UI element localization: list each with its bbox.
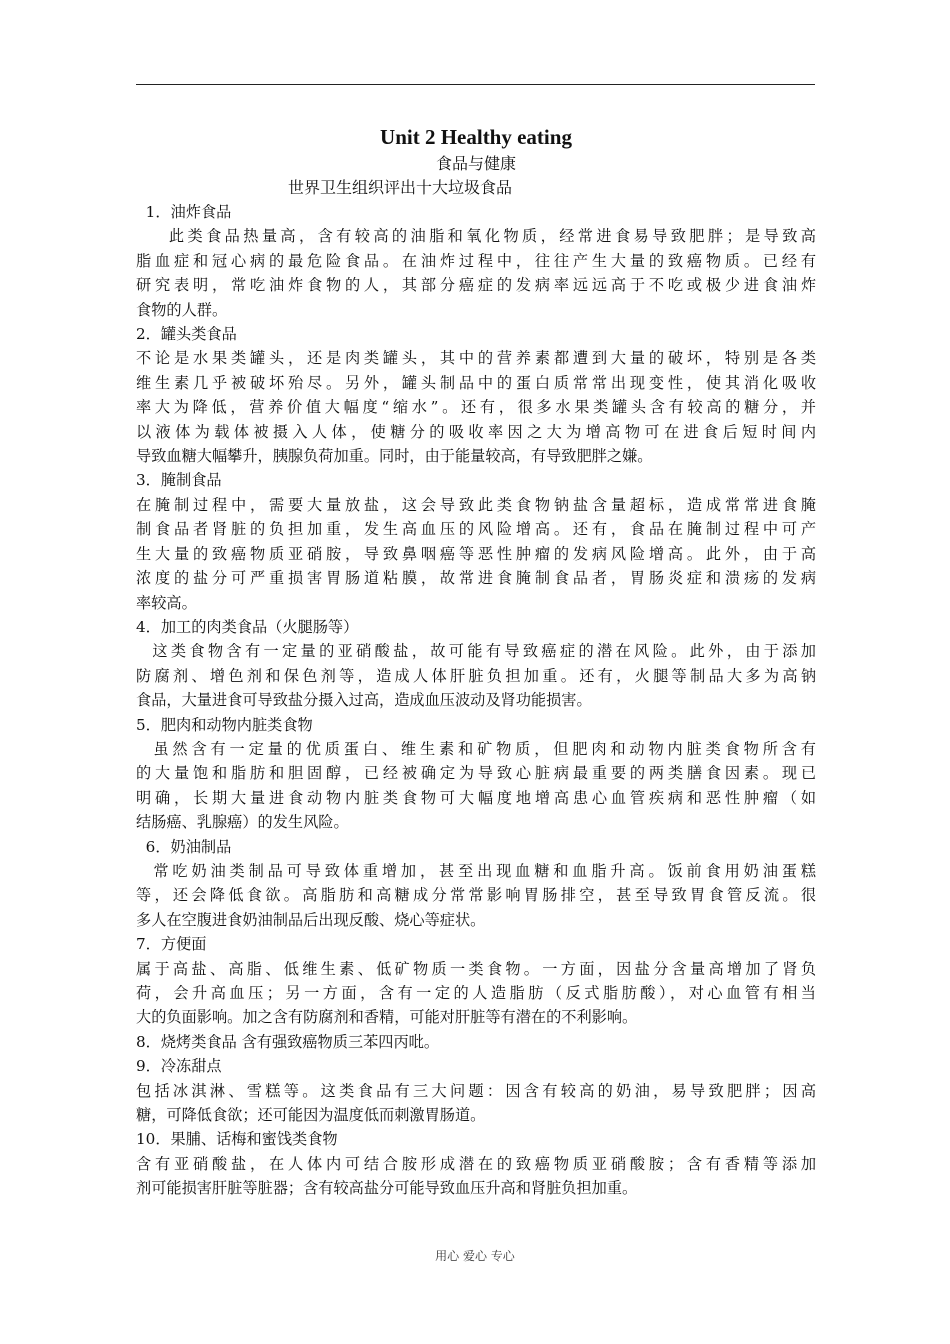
paragraph-line: 含有亚硝酸盐，在人体内可结合胺形成潜在的致癌物质亚硝酸胺；含有香精等添加 bbox=[136, 1154, 816, 1173]
paragraph-line: 剂可能损害肝脏等脏器；含有较高盐分可能导致血压升高和肾脏负担加重。 bbox=[136, 1179, 638, 1198]
section-title: 10．果脯、话梅和蜜饯类食物 bbox=[136, 1130, 338, 1149]
section-title: 3．腌制食品 bbox=[136, 471, 222, 490]
paragraph-line: 食品，大量进食可导致盐分摄入过高，造成血压波动及肾功能损害。 bbox=[136, 691, 592, 710]
paragraph-line: 生大量的致癌物质亚硝胺，导致鼻咽癌等恶性肿瘤的发病风险增高。此外，由于高 bbox=[136, 544, 816, 563]
paragraph-line: 大的负面影响。加之含有防腐剂和香精，可能对肝脏等有潜在的不利影响。 bbox=[136, 1008, 638, 1027]
section-title: 1．油炸食品 bbox=[136, 203, 232, 221]
article-text bbox=[136, 200, 816, 1201]
section-title: 9．冷冻甜点 bbox=[136, 1057, 222, 1076]
paragraph-line: 维生素几乎被破坏殆尽。另外，罐头制品中的蛋白质常常出现变性，使其消化吸收 bbox=[136, 373, 816, 392]
section-title: 7．方便面 bbox=[136, 935, 207, 954]
page-footer: 用心 爱心 专心 bbox=[435, 1249, 515, 1263]
paragraph-line: 虽然含有一定量的优质蛋白、维生素和矿物质，但肥肉和动物内脏类食物所含有 bbox=[136, 739, 816, 758]
paragraph-line: 导致血糖大幅攀升，胰腺负荷加重。同时，由于能量较高，有导致肥胖之嫌。 bbox=[136, 447, 653, 466]
header-rule bbox=[136, 84, 815, 85]
paragraph-line: 等，还会降低食欲。高脂肪和高糖成分常常影响胃肠排空，甚至导致胃食管反流。很 bbox=[136, 886, 816, 905]
paragraph-line: 多人在空腹进食奶油制品后出现反酸、烧心等症状。 bbox=[136, 910, 486, 929]
paragraph-line: 结肠癌、乳腺癌）的发生风险。 bbox=[136, 813, 349, 832]
section-title: 5．肥肉和动物内脏类食物 bbox=[136, 715, 313, 734]
page-title: Unit 2 Healthy eating bbox=[380, 125, 572, 149]
section-title: 4．加工的肉类食品（火腿肠等） bbox=[136, 617, 359, 636]
paragraph-line: 糖，可降低食欲；还可能因为温度低而刺激胃肠道。 bbox=[136, 1106, 486, 1125]
paragraph-line: 不论是水果类罐头，还是肉类罐头，其中的营养素都遭到大量的破坏，特别是各类 bbox=[136, 349, 816, 368]
paragraph-line: 率较高。 bbox=[136, 593, 197, 612]
document-body bbox=[136, 122, 816, 1201]
paragraph-line: 以液体为载体被摄入人体，使糖分的吸收率因之大为增高物可在进食后短时间内 bbox=[136, 422, 816, 441]
paragraph-line: 食物的人群。 bbox=[136, 300, 228, 319]
paragraph-line: 制食品者肾脏的负担加重，发生高血压的风险增高。还有，食品在腌制过程中可产 bbox=[136, 520, 816, 539]
section-heading: 世界卫生组织评出十大垃圾食品 bbox=[288, 178, 513, 197]
section-title: 8．烧烤类食品 含有强致癌物质三苯四丙吡。 bbox=[136, 1032, 440, 1051]
paragraph-line: 属于高盐、高脂、低维生素、低矿物质一类食物。一方面，因盐分含量高增加了肾负 bbox=[136, 959, 816, 978]
paragraph-line: 明确，长期大量进食动物内脏类食物可大幅度地增高患心血管疾病和恶性肿瘤（如 bbox=[136, 788, 816, 807]
paragraph-line: 率大为降低，营养价值大幅度“缩水”。还有，很多水果类罐头含有较高的糖分，并 bbox=[136, 398, 816, 417]
paragraph-line: 常吃奶油类制品可导致体重增加，甚至出现血糖和血脂升高。饭前食用奶油蛋糕 bbox=[136, 861, 816, 880]
paragraph-line: 在腌制过程中，需要大量放盐，这会导致此类食物钠盐含量超标，造成常常进食腌 bbox=[136, 495, 816, 514]
paragraph-line: 脂血症和冠心病的最危险食品。在油炸过程中，往往产生大量的致癌物质。已经有 bbox=[136, 251, 816, 270]
section-title: 2．罐头类食品 bbox=[136, 325, 237, 344]
paragraph-line: 这类食物含有一定量的亚硝酸盐，故可能有导致癌症的潜在风险。此外，由于添加 bbox=[136, 642, 816, 661]
paragraph-line: 的大量饱和脂肪和胆固醇，已经被确定为导致心脏病最重要的两类膳食因素。现已 bbox=[136, 764, 816, 783]
section-title: 6．奶油制品 bbox=[136, 837, 232, 856]
paragraph-line: 防腐剂、增色剂和保色剂等，造成人体肝脏负担加重。还有，火腿等制品大多为高钠 bbox=[136, 666, 816, 685]
paragraph-line: 浓度的盐分可严重损害胃肠道粘膜，故常进食腌制食品者，胃肠炎症和溃疡的发病 bbox=[136, 569, 816, 588]
page-subtitle: 食品与健康 bbox=[435, 154, 516, 173]
paragraph-line: 包括冰淇淋、雪糕等。这类食品有三大问题：因含有较高的奶油，易导致肥胖；因高 bbox=[136, 1081, 816, 1100]
paragraph-line: 此类食品热量高，含有较高的油脂和氧化物质，经常进食易导致肥胖；是导致高 bbox=[136, 227, 816, 246]
paragraph-line: 荷，会升高血压；另一方面，含有一定的人造脂肪（反式脂肪酸），对心血管有相当 bbox=[136, 984, 816, 1002]
paragraph-line: 研究表明，常吃油炸食物的人，其部分癌症的发病率远远高于不吃或极少进食油炸 bbox=[136, 276, 816, 295]
